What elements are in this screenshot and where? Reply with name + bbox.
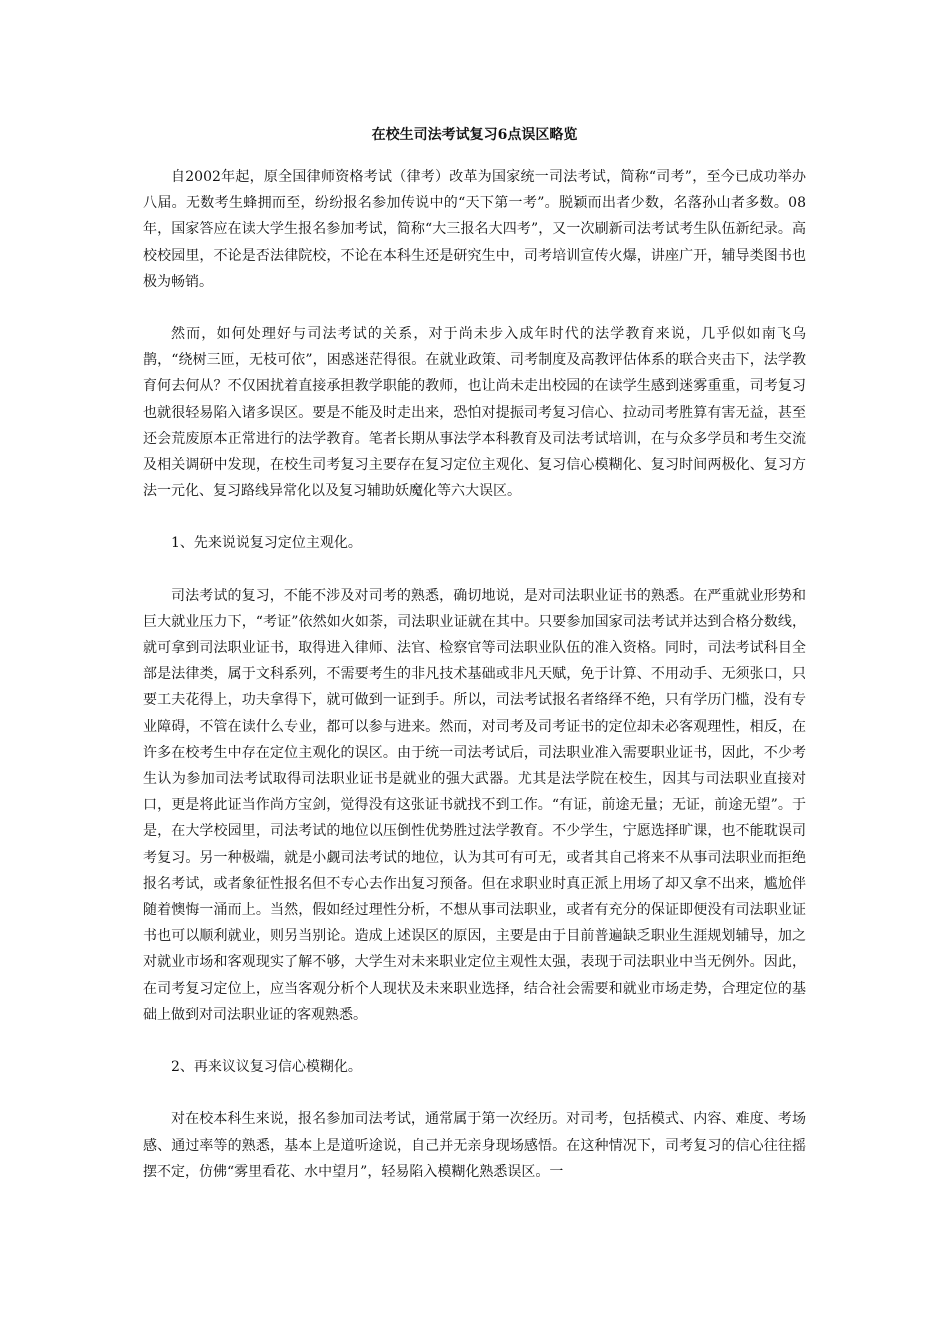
section-heading-1: 1、先来说说复习定位主观化。 <box>171 535 362 552</box>
section-heading-2: 2、再来议议复习信心模糊化。 <box>171 1059 362 1076</box>
paragraph-intro: 自2002年起，原全国律师资格考试（律考）改革为国家统一司法考试，简称“司考”，至今已成功举办八届。无数考生蜂拥而至，纷纷报名参加传说中的“天下第一考”。脱颖而出者少数，名落孙山者多数。08年，国家答应在读大学生报名参加考试，简称“大三报名大四考”，又一次刷新司法考试考生队伍新纪录。高校校园里，不论是否法律院校，不论在本科生还是研究生中，司考培训宣传火爆，讲座广开，辅导类图书也极为畅销。 <box>143 169 806 290</box>
paragraph-section-1: 司法考试的复习，不能不涉及对司考的熟悉，确切地说，是对司法职业证书的熟悉。在严重就业形势和巨大就业压力下，“考证”依然如火如荼，司法职业证就在其中。只要参加国家司法考试并达到合格分数线，就可拿到司法职业证书，取得进入律师、法官、检察官等司法职业队伍的准入资格。同时，司法考试科目全部是法律类，属于文科系列，不需要考生的非凡技术基础或非凡天赋，免于计算、不用动手、无须张口，只要工夫花得上，功夫拿得下，就可做到一证到手。所以，司法考试报名者络绎不绝，只有学历门槛，没有专业障碍，不管在读什么专业，都可以参与进来。然而，对司考及司考证书的定位却未必客观理性，相反，在许多在校考生中存在定位主观化的误区。由于统一司法考试后，司法职业准入需要职业证书，因此，不少考生认为参加司法考试取得司法职业证书是就业的强大武器。尤其是法学院在校生，因其与司法职业直接对口，更是将此证当作尚方宝剑，觉得没有这张证书就找不到工作。“有证，前途无量；无证，前途无望”。于是，在大学校园里，司法考试的地位以压倒性优势胜过法学教育。不少学生，宁愿选择旷课，也不能耽误司考复习。另一种极端，就是小觑司法考试的地位，认为其可有可无，或者其自己将来不从事司法职业而拒绝报名考试，或者象征性报名但不专心去作出复习预备。但在求职业时真正派上用场了却又拿不出来，尴尬伴随着懊悔一涌而上。当然，假如经过理性分析，不想从事司法职业，或者有充分的保证即便没有司法职业证书也可以顺利就业，则另当别论。造成上述误区的原因，主要是由于目前普遍缺乏职业生涯规划辅导，加之对就业市场和客观现实了解不够，大学生对未来职业定位主观性太强，表现于司法职业中当无例外。因此，在司考复习定位上，应当客观分析个人现状及未来职业选择，结合社会需要和就业市场走势，合理定位的基础上做到对司法职业证的客观熟悉。 <box>143 587 806 1023</box>
document-title: 在校生司法考试复习6点误区略览 <box>371 127 578 143</box>
paragraph-section-2: 对在校本科生来说，报名参加司法考试，通常属于第一次经历。对司考，包括模式、内容、难度、考场感、通过率等的熟悉，基本上是道听途说，自己并无亲身现场感悟。在这种情况下，司考复习的信心往往摇摆不定，仿佛“雾里看花、水中望月”，轻易陷入模糊化熟悉误区。一 <box>143 1111 806 1180</box>
paragraph-background: 然而，如何处理好与司法考试的关系，对于尚未步入成年时代的法学教育来说，几乎似如南飞乌鹊，“绕树三匝，无枝可依”，困惑迷茫得很。在就业政策、司考制度及高教评估体系的联合夹击下，法学教育何去何从？不仅困扰着直接承担教学职能的教师，也让尚未走出校园的在读学生感到迷雾重重，司考复习也就很轻易陷入诸多误区。要是不能及时走出来，恐怕对提振司考复习信心、拉动司考胜算有害无益，甚至还会荒废原本正常进行的法学教育。笔者长期从事法学本科教育及司法考试培训，在与众多学员和考生交流及相关调研中发现，在校生司考复习主要存在复习定位主观化、复习信心模糊化、复习时间两极化、复习方法一元化、复习路线异常化以及复习辅助妖魔化等六大误区。 <box>143 326 806 500</box>
document-page <box>143 124 806 1185</box>
